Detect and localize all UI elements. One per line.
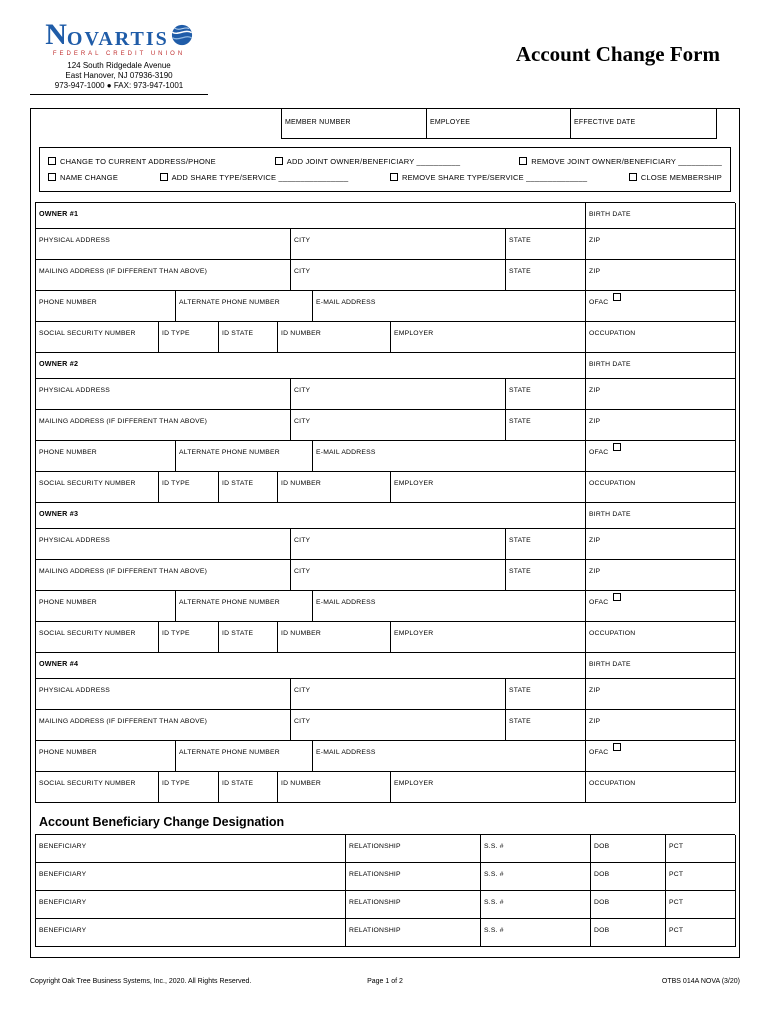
- owner-3-title-cell: [36, 503, 586, 529]
- novartis-logo: [30, 20, 208, 50]
- owner-1-id-type-field[interactable]: [159, 322, 219, 353]
- beneficiary-3-dob-field[interactable]: [591, 891, 666, 919]
- owner-1-mailing-state-field[interactable]: [506, 260, 586, 291]
- owner-2-ssn-field[interactable]: [36, 472, 159, 503]
- owner-4-physical-city-field[interactable]: [291, 679, 506, 710]
- owner-2-mailing-state-field[interactable]: [506, 410, 586, 441]
- mailing-address-label: MAILING ADDRESS (IF DIFFERENT THAN ABOVE): [39, 268, 208, 275]
- mailing-address-label: MAILING ADDRESS (IF DIFFERENT THAN ABOVE): [39, 568, 208, 575]
- remove-share-type-checkbox[interactable]: [390, 173, 398, 181]
- owner-4-ssn-field[interactable]: [36, 772, 159, 803]
- relationship-label: RELATIONSHIP: [349, 927, 401, 934]
- add-joint-owner-label: ADD JOINT OWNER/BENEFICIARY __________: [286, 156, 461, 166]
- owner-2-alt-phone-field[interactable]: [176, 441, 313, 472]
- owner-3-section: [36, 503, 735, 653]
- owner-4-birth-date-field[interactable]: [586, 653, 736, 679]
- dob-label: DOB: [594, 927, 610, 934]
- owner-3-mailing-zip-field[interactable]: [586, 560, 736, 591]
- owner-4-mailing-address-field[interactable]: [36, 710, 291, 741]
- beneficiary-4-ssn-field[interactable]: [481, 919, 591, 947]
- header: [30, 20, 740, 102]
- id-type-label: ID TYPE: [162, 330, 190, 337]
- owner-2-occupation-field[interactable]: [586, 472, 736, 503]
- owner-1-occupation-field[interactable]: [586, 322, 736, 353]
- beneficiary-2-ssn-field[interactable]: [481, 863, 591, 891]
- beneficiary-2-name-field[interactable]: [36, 863, 346, 891]
- id-number-label: ID NUMBER: [281, 780, 321, 787]
- owner-2-title: OWNER #2: [39, 359, 79, 368]
- option-close-membership[interactable]: [629, 173, 722, 182]
- owner-4-mailing-city-field[interactable]: [291, 710, 506, 741]
- owner-1-physical-address-field[interactable]: [36, 229, 291, 260]
- owner-1-mailing-zip-field[interactable]: [586, 260, 736, 291]
- beneficiary-1-pct-field[interactable]: [666, 835, 736, 863]
- id-state-label: ID STATE: [222, 630, 254, 637]
- employer-label: EMPLOYER: [394, 630, 434, 637]
- beneficiary-row: [36, 863, 735, 891]
- state-label: STATE: [509, 537, 531, 544]
- logo-initial: N: [45, 18, 67, 51]
- owner-2-phone-field[interactable]: [36, 441, 176, 472]
- id-type-label: ID TYPE: [162, 480, 190, 487]
- owner-2-physical-state-field[interactable]: [506, 379, 586, 410]
- option-remove-share-type[interactable]: [390, 173, 587, 182]
- id-state-label: ID STATE: [222, 480, 254, 487]
- add-joint-owner-checkbox[interactable]: [275, 157, 283, 165]
- owner-4-alt-phone-field[interactable]: [176, 741, 313, 772]
- option-change-address[interactable]: [48, 157, 216, 166]
- occupation-label: OCCUPATION: [589, 480, 636, 487]
- beneficiary-row: [36, 835, 735, 863]
- change-address-label: CHANGE TO CURRENT ADDRESS/PHONE: [60, 156, 216, 166]
- relationship-label: RELATIONSHIP: [349, 843, 401, 850]
- option-remove-joint-owner[interactable]: [519, 157, 722, 166]
- owner-1-alt-phone-field[interactable]: [176, 291, 313, 322]
- birth-date-label: BIRTH DATE: [589, 511, 631, 518]
- city-label: CITY: [294, 568, 311, 575]
- credit-union-brand: [30, 20, 208, 95]
- owner-1-id-state-field[interactable]: [219, 322, 278, 353]
- phone-fax-line: 973-947-1000 ● FAX: 973-947-1001: [54, 81, 184, 90]
- city-label: CITY: [294, 387, 311, 394]
- add-share-type-checkbox[interactable]: [160, 173, 168, 181]
- email-label: E-MAIL ADDRESS: [316, 749, 376, 756]
- copyright-text: Copyright Oak Tree Business Systems, Inc., 2020. All Rights Reserved.: [30, 978, 252, 985]
- beneficiary-4-dob-field[interactable]: [591, 919, 666, 947]
- remove-share-type-label: REMOVE SHARE TYPE/SERVICE ______________: [401, 172, 588, 182]
- city-label: CITY: [294, 718, 311, 725]
- birth-date-label: BIRTH DATE: [589, 361, 631, 368]
- ofac-label: OFAC: [589, 299, 609, 306]
- id-number-label: ID NUMBER: [281, 630, 321, 637]
- owner-1-birth-date-field[interactable]: [586, 203, 736, 229]
- owner-2-section: [36, 353, 735, 503]
- beneficiary-4-relationship-field[interactable]: [346, 919, 481, 947]
- owner-2-birth-date-field[interactable]: [586, 353, 736, 379]
- email-label: E-MAIL ADDRESS: [316, 449, 376, 456]
- dob-label: DOB: [594, 871, 610, 878]
- owner-3-physical-city-field[interactable]: [291, 529, 506, 560]
- pct-label: PCT: [669, 899, 684, 906]
- id-number-label: ID NUMBER: [281, 330, 321, 337]
- owner-1-physical-zip-field[interactable]: [586, 229, 736, 260]
- city-label: CITY: [294, 418, 311, 425]
- owner-4-physical-address-field[interactable]: [36, 679, 291, 710]
- beneficiary-1-relationship-field[interactable]: [346, 835, 481, 863]
- owner-3-id-type-field[interactable]: [159, 622, 219, 653]
- change-address-checkbox[interactable]: [48, 157, 56, 165]
- employee-label: EMPLOYEE: [430, 119, 471, 126]
- member-number-label: MEMBER NUMBER: [285, 119, 351, 126]
- owner-4-section: [36, 653, 735, 803]
- owner-3-title: OWNER #3: [39, 509, 79, 518]
- owner-3-id-state-field[interactable]: [219, 622, 278, 653]
- city-label: CITY: [294, 268, 311, 275]
- owner-4-title-cell: [36, 653, 586, 679]
- phone-label: PHONE NUMBER: [39, 599, 97, 606]
- owner-2-email-field[interactable]: [313, 441, 586, 472]
- owner-1-employer-field[interactable]: [391, 322, 586, 353]
- dob-label: DOB: [594, 899, 610, 906]
- beneficiary-row: [36, 891, 735, 919]
- zip-label: ZIP: [589, 568, 601, 575]
- owner-1-id-number-field[interactable]: [278, 322, 391, 353]
- zip-label: ZIP: [589, 687, 601, 694]
- owner-2-id-type-field[interactable]: [159, 472, 219, 503]
- owner-2-physical-address-field[interactable]: [36, 379, 291, 410]
- owner-3-employer-field[interactable]: [391, 622, 586, 653]
- phone-label: PHONE NUMBER: [39, 449, 97, 456]
- owner-2-id-number-field[interactable]: [278, 472, 391, 503]
- beneficiary-table: [35, 834, 735, 947]
- owner-1-ofac-checkbox[interactable]: [613, 293, 621, 301]
- option-name-change[interactable]: [48, 173, 118, 182]
- owner-1-title: OWNER #1: [39, 209, 79, 218]
- ofac-label: OFAC: [589, 599, 609, 606]
- owner-1-phone-field[interactable]: [36, 291, 176, 322]
- beneficiary-3-ssn-field[interactable]: [481, 891, 591, 919]
- id-state-label: ID STATE: [222, 780, 254, 787]
- owner-3-birth-date-field[interactable]: [586, 503, 736, 529]
- form-code: OTBS 014A NOVA (3/20): [661, 978, 740, 985]
- relationship-label: RELATIONSHIP: [349, 871, 401, 878]
- change-options-row-1: [48, 153, 722, 169]
- owner-4-mailing-zip-field[interactable]: [586, 710, 736, 741]
- id-state-label: ID STATE: [222, 330, 254, 337]
- beneficiary-2-pct-field[interactable]: [666, 863, 736, 891]
- owner-3-ofac-checkbox[interactable]: [613, 593, 621, 601]
- owner-3-ssn-field[interactable]: [36, 622, 159, 653]
- address-line-1: 124 South Ridgedale Avenue: [67, 61, 171, 70]
- id-type-label: ID TYPE: [162, 780, 190, 787]
- name-change-label: NAME CHANGE: [60, 172, 119, 182]
- alt-phone-label: ALTERNATE PHONE NUMBER: [179, 299, 280, 306]
- employer-label: EMPLOYER: [394, 480, 434, 487]
- owner-3-ofac-field: [586, 591, 736, 622]
- phone-label: PHONE NUMBER: [39, 299, 97, 306]
- owner-3-occupation-field[interactable]: [586, 622, 736, 653]
- globe-icon: [171, 24, 193, 50]
- beneficiary-1-dob-field[interactable]: [591, 835, 666, 863]
- owner-4-id-type-field[interactable]: [159, 772, 219, 803]
- beneficiary-3-pct-field[interactable]: [666, 891, 736, 919]
- zip-label: ZIP: [589, 718, 601, 725]
- employer-label: EMPLOYER: [394, 780, 434, 787]
- zip-label: ZIP: [589, 418, 601, 425]
- mailing-address-label: MAILING ADDRESS (IF DIFFERENT THAN ABOVE): [39, 718, 208, 725]
- owner-2-mailing-zip-field[interactable]: [586, 410, 736, 441]
- owner-3-physical-zip-field[interactable]: [586, 529, 736, 560]
- name-change-checkbox[interactable]: [48, 173, 56, 181]
- state-label: STATE: [509, 268, 531, 275]
- owner-1-mailing-city-field[interactable]: [291, 260, 506, 291]
- owner-2-title-cell: [36, 353, 586, 379]
- pct-label: PCT: [669, 871, 684, 878]
- owner-3-email-field[interactable]: [313, 591, 586, 622]
- state-label: STATE: [509, 237, 531, 244]
- owner-4-physical-state-field[interactable]: [506, 679, 586, 710]
- close-membership-label: CLOSE MEMBERSHIP: [640, 172, 722, 182]
- owner-3-id-number-field[interactable]: [278, 622, 391, 653]
- owner-4-email-field[interactable]: [313, 741, 586, 772]
- beneficiary-4-pct-field[interactable]: [666, 919, 736, 947]
- employee-field[interactable]: [426, 109, 571, 139]
- beneficiary-label: BENEFICIARY: [39, 899, 87, 906]
- beneficiary-row: [36, 919, 735, 947]
- beneficiary-label: BENEFICIARY: [39, 871, 87, 878]
- owner-2-employer-field[interactable]: [391, 472, 586, 503]
- owner-4-ofac-field: [586, 741, 736, 772]
- physical-address-label: PHYSICAL ADDRESS: [39, 687, 110, 694]
- owner-3-mailing-address-field[interactable]: [36, 560, 291, 591]
- beneficiary-3-name-field[interactable]: [36, 891, 346, 919]
- change-options-row-2: [48, 169, 722, 185]
- effective-date-field[interactable]: [570, 109, 717, 139]
- owner-2-id-state-field[interactable]: [219, 472, 278, 503]
- owner-3-physical-state-field[interactable]: [506, 529, 586, 560]
- beneficiary-label: BENEFICIARY: [39, 927, 87, 934]
- alt-phone-label: ALTERNATE PHONE NUMBER: [179, 599, 280, 606]
- owner-1-mailing-address-field[interactable]: [36, 260, 291, 291]
- ss-number-label: S.S. #: [484, 927, 504, 934]
- city-label: CITY: [294, 237, 311, 244]
- owner-1-physical-city-field[interactable]: [291, 229, 506, 260]
- owner-3-mailing-state-field[interactable]: [506, 560, 586, 591]
- occupation-label: OCCUPATION: [589, 630, 636, 637]
- beneficiary-label: BENEFICIARY: [39, 843, 87, 850]
- state-label: STATE: [509, 718, 531, 725]
- owner-3-alt-phone-field[interactable]: [176, 591, 313, 622]
- change-options-box: [39, 147, 731, 192]
- owner-2-physical-city-field[interactable]: [291, 379, 506, 410]
- beneficiary-3-relationship-field[interactable]: [346, 891, 481, 919]
- top-fields-row: [281, 109, 739, 139]
- relationship-label: RELATIONSHIP: [349, 899, 401, 906]
- occupation-label: OCCUPATION: [589, 780, 636, 787]
- state-label: STATE: [509, 387, 531, 394]
- credit-union-subtitle: FEDERAL CREDIT UNION: [52, 51, 186, 57]
- ofac-label: OFAC: [589, 749, 609, 756]
- owners-table: [35, 202, 735, 803]
- remove-joint-owner-checkbox[interactable]: [519, 157, 527, 165]
- occupation-label: OCCUPATION: [589, 330, 636, 337]
- zip-label: ZIP: [589, 537, 601, 544]
- ss-number-label: S.S. #: [484, 843, 504, 850]
- city-label: CITY: [294, 537, 311, 544]
- owner-4-ofac-checkbox[interactable]: [613, 743, 621, 751]
- physical-address-label: PHYSICAL ADDRESS: [39, 237, 110, 244]
- owner-1-section: [36, 203, 735, 353]
- phone-label: PHONE NUMBER: [39, 749, 97, 756]
- owner-3-phone-field[interactable]: [36, 591, 176, 622]
- option-add-joint-owner[interactable]: [275, 157, 461, 166]
- state-label: STATE: [509, 418, 531, 425]
- ssn-label: SOCIAL SECURITY NUMBER: [39, 330, 136, 337]
- zip-label: ZIP: [589, 268, 601, 275]
- birth-date-label: BIRTH DATE: [589, 661, 631, 668]
- zip-label: ZIP: [589, 387, 601, 394]
- email-label: E-MAIL ADDRESS: [316, 599, 376, 606]
- ssn-label: SOCIAL SECURITY NUMBER: [39, 780, 136, 787]
- owner-4-id-number-field[interactable]: [278, 772, 391, 803]
- beneficiary-1-name-field[interactable]: [36, 835, 346, 863]
- state-label: STATE: [509, 568, 531, 575]
- owner-3-physical-address-field[interactable]: [36, 529, 291, 560]
- owner-3-mailing-city-field[interactable]: [291, 560, 506, 591]
- owner-4-id-state-field[interactable]: [219, 772, 278, 803]
- state-label: STATE: [509, 687, 531, 694]
- owner-4-title: OWNER #4: [39, 659, 79, 668]
- owner-2-ofac-field: [586, 441, 736, 472]
- form-body: [30, 108, 740, 958]
- alt-phone-label: ALTERNATE PHONE NUMBER: [179, 449, 280, 456]
- owner-4-employer-field[interactable]: [391, 772, 586, 803]
- zip-label: ZIP: [589, 237, 601, 244]
- logo-wordmark: OVARTIS: [66, 28, 169, 50]
- page-number: Page 1 of 2: [367, 978, 403, 985]
- id-type-label: ID TYPE: [162, 630, 190, 637]
- birth-date-label: BIRTH DATE: [589, 211, 631, 218]
- ssn-label: SOCIAL SECURITY NUMBER: [39, 630, 136, 637]
- beneficiary-section-heading: Account Beneficiary Change Designation: [39, 815, 285, 829]
- alt-phone-label: ALTERNATE PHONE NUMBER: [179, 749, 280, 756]
- email-label: E-MAIL ADDRESS: [316, 299, 376, 306]
- beneficiary-4-name-field[interactable]: [36, 919, 346, 947]
- mailing-address-label: MAILING ADDRESS (IF DIFFERENT THAN ABOVE): [39, 418, 208, 425]
- physical-address-label: PHYSICAL ADDRESS: [39, 537, 110, 544]
- owner-4-occupation-field[interactable]: [586, 772, 736, 803]
- city-label: CITY: [294, 687, 311, 694]
- owner-2-ofac-checkbox[interactable]: [613, 443, 621, 451]
- effective-date-label: EFFECTIVE DATE: [574, 119, 636, 126]
- beneficiary-2-dob-field[interactable]: [591, 863, 666, 891]
- owner-1-ofac-field: [586, 291, 736, 322]
- owner-1-email-field[interactable]: [313, 291, 586, 322]
- pct-label: PCT: [669, 927, 684, 934]
- owner-2-physical-zip-field[interactable]: [586, 379, 736, 410]
- ss-number-label: S.S. #: [484, 871, 504, 878]
- ssn-label: SOCIAL SECURITY NUMBER: [39, 480, 136, 487]
- owner-1-physical-state-field[interactable]: [506, 229, 586, 260]
- owner-4-phone-field[interactable]: [36, 741, 176, 772]
- owner-1-title-cell: [36, 203, 586, 229]
- page-title: Account Change Form: [515, 42, 720, 66]
- beneficiary-1-ssn-field[interactable]: [481, 835, 591, 863]
- remove-joint-owner-label: REMOVE JOINT OWNER/BENEFICIARY __________: [531, 156, 722, 166]
- pct-label: PCT: [669, 843, 684, 850]
- physical-address-label: PHYSICAL ADDRESS: [39, 387, 110, 394]
- ss-number-label: S.S. #: [484, 899, 504, 906]
- id-number-label: ID NUMBER: [281, 480, 321, 487]
- member-number-field[interactable]: [281, 109, 427, 139]
- add-share-type-label: ADD SHARE TYPE/SERVICE ________________: [171, 172, 349, 182]
- beneficiary-2-relationship-field[interactable]: [346, 863, 481, 891]
- dob-label: DOB: [594, 843, 610, 850]
- owner-1-ssn-field[interactable]: [36, 322, 159, 353]
- owner-4-physical-zip-field[interactable]: [586, 679, 736, 710]
- owner-4-mailing-state-field[interactable]: [506, 710, 586, 741]
- owner-2-mailing-address-field[interactable]: [36, 410, 291, 441]
- owner-2-mailing-city-field[interactable]: [291, 410, 506, 441]
- ofac-label: OFAC: [589, 449, 609, 456]
- address-line-2: East Hanover, NJ 07936-3190: [65, 71, 173, 80]
- employer-label: EMPLOYER: [394, 330, 434, 337]
- option-add-share-type[interactable]: [160, 173, 349, 182]
- close-membership-checkbox[interactable]: [629, 173, 637, 181]
